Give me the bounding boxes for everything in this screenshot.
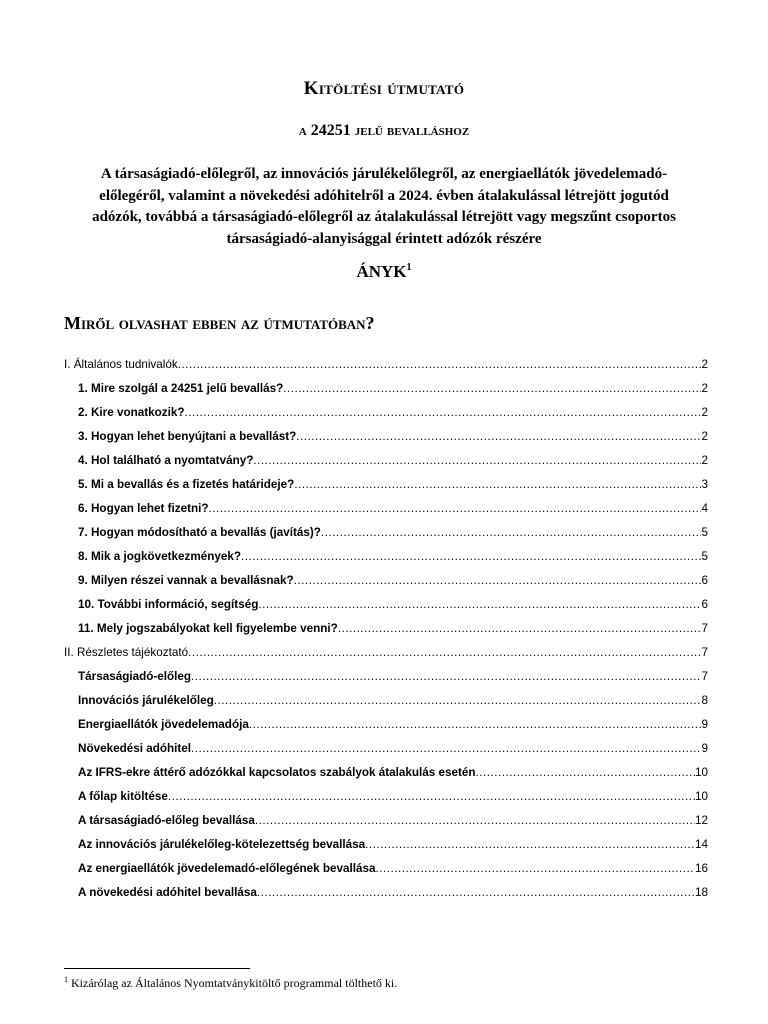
toc-entry[interactable]	[64, 665, 708, 689]
toc-entry-page: 18	[694, 886, 708, 899]
toc-entry-label: 9. Milyen részei vannak a bevallásnak?	[78, 574, 294, 587]
toc-entry-page: 5	[701, 550, 708, 563]
toc-leader-dots	[178, 353, 702, 377]
toc-leader-dots	[283, 377, 701, 401]
toc-heading: Miről olvashat ebben az útmutatóban?	[64, 313, 375, 333]
toc-entry[interactable]	[64, 809, 708, 833]
toc-entry-page: 6	[701, 598, 708, 611]
toc-entry[interactable]	[64, 425, 708, 449]
toc-leader-dots	[376, 857, 695, 881]
footnote	[64, 975, 397, 991]
toc-entry[interactable]	[64, 377, 708, 401]
footnote-separator	[64, 968, 250, 969]
toc-leader-dots	[191, 665, 701, 689]
toc-entry-label: Innovációs járulékelőleg	[78, 694, 214, 707]
document-title: Kitöltési útmutató	[303, 78, 465, 99]
toc-leader-dots	[168, 785, 695, 809]
toc-entry-page: 10	[694, 790, 708, 803]
footnote-text: Kizárólag az Általános Nyomtatványkitöltő programmal tölthető ki.	[71, 976, 398, 990]
toc-entry-label: II. Részletes tájékoztató	[64, 646, 189, 659]
toc-leader-dots	[214, 689, 702, 713]
toc-entry-page: 2	[701, 382, 708, 395]
toc-leader-dots	[185, 401, 702, 425]
toc-leader-dots	[258, 593, 701, 617]
toc-leader-dots	[321, 521, 702, 545]
toc-entry-label: 4. Hol található a nyomtatvány?	[78, 454, 254, 467]
toc-entry-label: 10. További információ, segítség	[78, 598, 259, 611]
toc-leader-dots	[294, 569, 702, 593]
toc-entry-label: 6. Hogyan lehet fizetni?	[78, 502, 209, 515]
toc-entry-page: 7	[701, 622, 708, 635]
toc-entry[interactable]	[64, 449, 708, 473]
toc-leader-dots	[249, 713, 702, 737]
anyk-text: ÁNYK	[356, 262, 407, 281]
toc-entry-page: 9	[701, 742, 708, 755]
toc-entry-label: Az energiaellátók jövedelemadó-előlegének bevallása	[78, 862, 376, 875]
toc-entry-page: 2	[701, 358, 708, 371]
toc-entry[interactable]	[64, 713, 708, 737]
toc-leader-dots	[253, 449, 701, 473]
toc-entry[interactable]	[64, 569, 708, 593]
toc-entry-label: A társaságiadó-előleg bevallása	[78, 814, 255, 827]
toc-leader-dots	[338, 617, 702, 641]
toc-entry[interactable]	[64, 521, 708, 545]
toc-entry[interactable]	[64, 617, 708, 641]
document-subtitle: a 24251 jelű bevalláshoz	[298, 122, 470, 139]
toc-leader-dots	[241, 545, 701, 569]
toc-entry[interactable]	[64, 401, 708, 425]
toc-entry-page: 2	[701, 454, 708, 467]
toc-entry-label: Társaságiadó-előleg	[78, 670, 192, 683]
toc-entry-label: 3. Hogyan lehet benyújtani a bevallást?	[78, 430, 297, 443]
toc-leader-dots	[476, 761, 695, 785]
toc-entry-page: 3	[701, 478, 708, 491]
toc-entry-label: A főlap kitöltése	[78, 790, 168, 803]
toc-entry[interactable]	[64, 737, 708, 761]
toc-entry-page: 6	[701, 574, 708, 587]
toc-entry[interactable]	[64, 857, 708, 881]
toc-entry-page: 16	[694, 862, 708, 875]
toc-leader-dots	[188, 641, 701, 665]
toc-leader-dots	[255, 809, 695, 833]
toc-entry[interactable]	[64, 761, 708, 785]
toc-entry-label: I. Általános tudnivalók	[64, 358, 178, 371]
toc-entry[interactable]	[64, 641, 708, 665]
toc-entry-page: 14	[694, 838, 708, 851]
toc-entry-page: 5	[701, 526, 708, 539]
toc-entry-page: 12	[694, 814, 708, 827]
toc-entry[interactable]	[64, 689, 708, 713]
toc-entry-label: A növekedési adóhitel bevallása	[78, 886, 257, 899]
toc-entry[interactable]	[64, 473, 708, 497]
toc-entry[interactable]	[64, 545, 708, 569]
toc-entry-label: 11. Mely jogszabályokat kell figyelembe venni?	[78, 622, 338, 635]
toc-entry-label: 2. Kire vonatkozik?	[78, 406, 185, 419]
toc-entry-label: Növekedési adóhitel	[78, 742, 192, 755]
toc-entry[interactable]	[64, 353, 708, 377]
toc-leader-dots	[296, 425, 701, 449]
toc-entry-page: 8	[701, 694, 708, 707]
toc-entry-page: 7	[701, 646, 708, 659]
toc-leader-dots	[365, 833, 695, 857]
table-of-contents	[64, 353, 708, 905]
document-description: A társaságiadó-előlegről, az innovációs járulékelőlegről, az energiaellátók jövedelemadó-előlegéről, valamint a növekedési adóhitelről a 2024. évben átalakulással létrejött jogutód adózók, továbbá a társaságiadó-előlegről az átalakulással létrejött vagy megszűnt csoportos társaságiadó-alanyisággal érintett adózók részére	[92, 166, 676, 247]
toc-entry-label: 5. Mi a bevallás és a fizetés határideje?	[78, 478, 295, 491]
toc-leader-dots	[257, 881, 695, 905]
toc-entry[interactable]	[64, 785, 708, 809]
anyk-footnote-mark: 1	[406, 262, 412, 273]
toc-leader-dots	[294, 473, 701, 497]
toc-leader-dots	[209, 497, 702, 521]
toc-entry-page: 4	[701, 502, 708, 515]
toc-entry-page: 10	[694, 766, 708, 779]
toc-entry[interactable]	[64, 833, 708, 857]
toc-entry-page: 2	[701, 430, 708, 443]
toc-entry-label: Energiaellátók jövedelemadója	[78, 718, 249, 731]
toc-entry-label: Az innovációs járulékelőleg-kötelezettség bevallása	[78, 838, 366, 851]
footnote-mark: 1	[64, 975, 68, 984]
toc-entry-page: 7	[701, 670, 708, 683]
toc-entry-page: 9	[701, 718, 708, 731]
toc-leader-dots	[191, 737, 701, 761]
toc-entry-label: 7. Hogyan módosítható a bevallás (javítás)?	[78, 526, 321, 539]
anyk-label	[0, 262, 768, 282]
toc-entry[interactable]	[64, 881, 708, 905]
toc-entry[interactable]	[64, 497, 708, 521]
toc-entry-label: 8. Mik a jogkövetkezmények?	[78, 550, 242, 563]
toc-entry-page: 2	[701, 406, 708, 419]
toc-entry-label: Az IFRS-ekre áttérő adózókkal kapcsolatos szabályok átalakulás esetén	[78, 766, 476, 779]
toc-entry-label: 1. Mire szolgál a 24251 jelű bevallás?	[78, 382, 284, 395]
toc-entry[interactable]	[64, 593, 708, 617]
